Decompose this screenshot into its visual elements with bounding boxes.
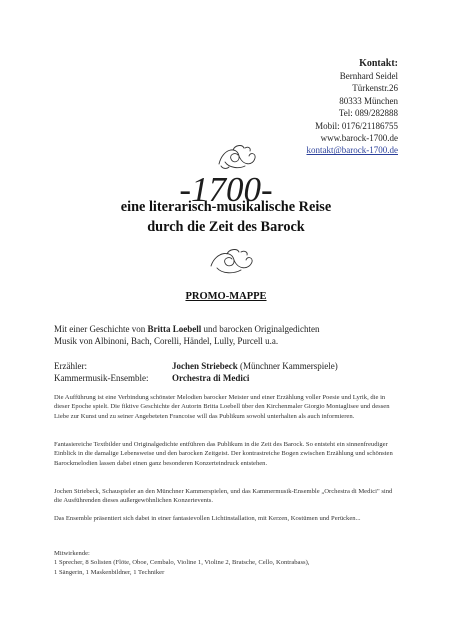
contact-heading: Kontakt:: [359, 58, 398, 69]
flourish-ornament-icon: [215, 142, 259, 172]
description-paragraph: Fantasiereiche Textbilder und Originalgedichte entführen das Publikum in die Zeit des Barock. So entsteht ein sinnenfreudiger Einblick in die damalige Lebensweise und den barocken Zeitgeist. Der kontrastreiche Bogen zwischen Erzählung und schönsten Barockmelodien lassen dabei einen ganz besonderen Konzerteindruck entstehen.: [54, 441, 393, 467]
credit-row: [54, 372, 338, 384]
intro-pre: Mit einer Geschichte von: [54, 324, 148, 334]
contact-city: 80333 München: [339, 95, 398, 106]
main-title: -1700-: [179, 170, 273, 209]
credit-row: [54, 360, 338, 372]
participants-label: Mitwirkende:: [54, 550, 90, 557]
credit-name: Orchestra di Medici: [172, 373, 250, 383]
credit-role: Kammermusik-Ensemble:: [54, 373, 149, 383]
description-paragraph: Das Ensemble präsentiert sich dabei in einer fantasievollen Lichtinstallation, mit Kerzen, Kostümen und Perücken...: [54, 515, 361, 522]
contact-street: Türkenstr.26: [352, 83, 398, 94]
subtitle: [0, 197, 452, 237]
credit-detail: (Münchner Kammerspiele): [237, 361, 338, 371]
promo-heading: PROMO-MAPPE: [185, 291, 267, 302]
participants-line-2: 1 Sängerin, 1 Maskenbildner, 1 Techniker: [54, 568, 165, 576]
flourish-ornament-icon: [207, 246, 257, 276]
subtitle-line-1: eine literarisch-musikalische Reise: [120, 199, 332, 215]
author-name: Britta Loebell: [147, 324, 202, 334]
subtitle-line-2: durch die Zeit des Barock: [147, 219, 305, 235]
intro-line-1: [54, 323, 404, 335]
contact-mobile: Mobil: 0176/21186755: [315, 120, 398, 131]
credit-performer: [172, 372, 249, 384]
intro-text: [54, 323, 404, 347]
contact-website: www.barock-1700.de: [320, 133, 398, 144]
intro-post: und barocken Originalgedichten: [201, 324, 320, 334]
credits-list: [54, 360, 338, 384]
contact-phone: Tel: 089/282888: [338, 108, 398, 119]
participants-line-1: 1 Sprecher, 8 Solisten (Flöte, Oboe, Cembalo, Violine 1, Violine 2, Bratsche, Cello, Kontrabass),: [54, 559, 310, 567]
intro-line-2: Musik von Albinoni, Bach, Corelli, Händel, Lully, Purcell u.a.: [54, 336, 279, 346]
credit-role: Erzähler:: [54, 361, 87, 371]
participants-section: [54, 549, 399, 577]
credit-name: Jochen Striebeck: [172, 361, 238, 371]
description-paragraph: Die Aufführung ist eine Verbindung schönster Melodien barocker Meister und einer Erzählung voller Poesie und Lyrik, die in dieser Epoche spielt. Die fiktive Geschichte der Autorin Britta Loebell über den Kirchenmaler Giorgio Montaglisee und dessen Liebe zur Kunst und zu seiner Angebeteten Francoise will das Publikum sowohl unterhalten als auch informieren.: [54, 394, 390, 420]
contact-email-link[interactable]: kontakt@barock-1700.de: [306, 145, 398, 156]
credit-performer: [172, 360, 338, 372]
contact-block: [306, 57, 398, 157]
contact-name: Bernhard Seidel: [339, 71, 398, 81]
description-paragraph: Jochen Striebeck, Schauspieler an den Münchner Kammerspielen, und das Kammermusik-Ensemble „Orchestra di Medici" sind die Ausführenden dieses außergewöhnlichen Konzertevents.: [54, 488, 393, 505]
